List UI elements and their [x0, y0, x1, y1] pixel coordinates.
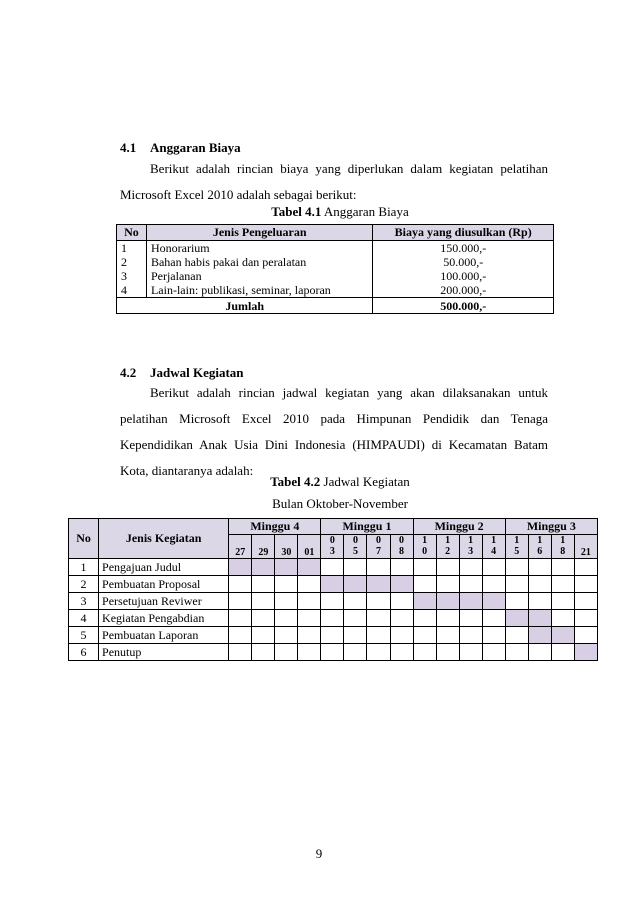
gantt-cell	[298, 627, 321, 644]
table-4-2-caption	[120, 474, 560, 490]
row-activity: Pembuatan Laporan	[99, 627, 229, 644]
table-row	[117, 269, 554, 283]
date-header	[528, 535, 551, 559]
gantt-cell-filled	[229, 559, 252, 576]
gantt-cell-filled	[551, 627, 574, 644]
gantt-cell-filled	[436, 593, 459, 610]
row-no: 2	[117, 255, 147, 269]
date-header	[252, 535, 275, 559]
date-digit-bottom: 6	[537, 546, 543, 557]
row-cost: 50.000,-	[373, 255, 554, 269]
total-value: 500.000,-	[373, 298, 554, 314]
gantt-cell	[574, 559, 597, 576]
paragraph-line: Kota, diantaranya adalah:	[120, 463, 254, 478]
gantt-cell	[229, 644, 252, 661]
date-digit-bottom: 8	[399, 546, 405, 557]
date-header	[275, 535, 298, 559]
row-activity: Penutup	[99, 644, 229, 661]
date-digit-bottom: 27	[235, 547, 246, 558]
gantt-cell-filled	[252, 559, 275, 576]
row-no: 3	[69, 593, 99, 610]
date-digit-bottom: 30	[281, 547, 292, 558]
gantt-cell	[298, 576, 321, 593]
header-activity: Jenis Kegiatan	[99, 519, 229, 559]
section-4-2-paragraph	[120, 380, 548, 484]
date-header	[344, 535, 367, 559]
gantt-cell	[551, 644, 574, 661]
date-digit-top: 1	[537, 535, 543, 546]
gantt-cell-filled	[528, 627, 551, 644]
date-digit-top: 1	[422, 535, 428, 546]
row-expense: Perjalanan	[146, 269, 372, 283]
paragraph-line: pelatihan Microsoft Excel 2010 pada Himpunan Pendidik dan Tenaga	[120, 411, 548, 426]
gantt-cell	[413, 610, 436, 627]
gantt-cell	[252, 627, 275, 644]
gantt-cell	[321, 559, 344, 576]
gantt-cell	[344, 610, 367, 627]
date-header	[551, 535, 574, 559]
gantt-cell	[390, 627, 413, 644]
gantt-cell	[344, 627, 367, 644]
row-expense: Honorarium	[146, 241, 372, 256]
caption-text: Anggaran Biaya	[321, 204, 409, 219]
gantt-cell	[482, 627, 505, 644]
section-title: Anggaran Biaya	[150, 140, 241, 155]
row-activity: Kegiatan Pengabdian	[99, 610, 229, 627]
gantt-cell	[436, 610, 459, 627]
date-digit-top: 1	[514, 535, 520, 546]
gantt-cell	[367, 593, 390, 610]
gantt-cell	[390, 593, 413, 610]
schedule-row	[69, 593, 598, 610]
gantt-cell	[459, 627, 482, 644]
gantt-cell-filled	[574, 644, 597, 661]
row-activity: Pembuatan Proposal	[99, 576, 229, 593]
date-digit-top: 0	[352, 535, 358, 546]
gantt-cell	[413, 559, 436, 576]
gantt-cell	[574, 610, 597, 627]
header-expense-type: Jenis Pengeluaran	[146, 225, 372, 241]
gantt-cell-filled	[482, 593, 505, 610]
date-digit-bottom: 01	[304, 547, 315, 558]
row-activity: Persetujuan Reviwer	[99, 593, 229, 610]
week-header: Minggu 3	[505, 519, 597, 535]
gantt-cell	[321, 593, 344, 610]
gantt-cell	[482, 576, 505, 593]
gantt-cell	[505, 559, 528, 576]
gantt-cell-filled	[390, 576, 413, 593]
gantt-cell	[574, 593, 597, 610]
gantt-cell	[505, 576, 528, 593]
gantt-cell	[459, 559, 482, 576]
row-expense: Bahan habis pakai dan peralatan	[146, 255, 372, 269]
gantt-cell	[436, 559, 459, 576]
gantt-cell	[298, 610, 321, 627]
paragraph-line: Kependidikan Anak Usia Dini Indonesia (HIMPAUDI) di Kecamatan Batam	[120, 437, 548, 452]
gantt-cell-filled	[367, 576, 390, 593]
gantt-cell	[482, 644, 505, 661]
gantt-cell	[367, 559, 390, 576]
date-digit-bottom: 7	[375, 546, 381, 557]
row-expense: Lain-lain: publikasi, seminar, laporan	[146, 283, 372, 298]
date-header	[390, 535, 413, 559]
gantt-cell	[551, 576, 574, 593]
week-header-row	[69, 519, 598, 535]
gantt-cell	[482, 610, 505, 627]
gantt-cell	[275, 610, 298, 627]
row-no: 4	[69, 610, 99, 627]
gantt-cell-filled	[459, 593, 482, 610]
date-header	[298, 535, 321, 559]
gantt-cell	[367, 610, 390, 627]
gantt-cell	[321, 627, 344, 644]
date-digit-bottom: 3	[329, 546, 335, 557]
gantt-cell	[367, 627, 390, 644]
gantt-cell	[459, 576, 482, 593]
gantt-cell	[528, 576, 551, 593]
gantt-cell	[344, 593, 367, 610]
gantt-cell	[390, 644, 413, 661]
page-number: 9	[315, 846, 323, 861]
caption-label: Tabel 4.1	[271, 204, 322, 219]
caption-label: Tabel 4.2	[270, 474, 321, 489]
section-heading-4-2	[120, 365, 244, 381]
gantt-cell	[275, 644, 298, 661]
gantt-cell	[505, 644, 528, 661]
date-digit-top: 0	[329, 535, 335, 546]
date-digit-bottom: 4	[491, 546, 497, 557]
gantt-cell-filled	[528, 610, 551, 627]
date-digit-top: 1	[468, 535, 474, 546]
gantt-cell	[528, 593, 551, 610]
date-header	[321, 535, 344, 559]
schedule-row	[69, 610, 598, 627]
date-digit-bottom: 21	[580, 547, 591, 558]
gantt-cell	[505, 627, 528, 644]
row-cost: 150.000,-	[373, 241, 554, 256]
row-no: 3	[117, 269, 147, 283]
date-digit-top: 1	[445, 535, 451, 546]
date-digit-top: 1	[491, 535, 497, 546]
paragraph-line: Berikut adalah rincian biaya yang diperlukan dalam kegiatan pelatihan	[150, 161, 548, 176]
gantt-cell	[252, 644, 275, 661]
gantt-cell	[367, 644, 390, 661]
gantt-cell	[574, 627, 597, 644]
gantt-cell	[275, 593, 298, 610]
gantt-cell	[413, 576, 436, 593]
gantt-cell	[229, 593, 252, 610]
date-header	[574, 535, 597, 559]
gantt-cell	[436, 644, 459, 661]
gantt-cell-filled	[298, 559, 321, 576]
row-no: 6	[69, 644, 99, 661]
row-no: 5	[69, 627, 99, 644]
gantt-cell	[459, 644, 482, 661]
date-digit-bottom: 0	[422, 546, 428, 557]
gantt-cell	[436, 627, 459, 644]
gantt-cell	[459, 610, 482, 627]
gantt-cell	[275, 576, 298, 593]
gantt-cell	[413, 627, 436, 644]
gantt-cell	[229, 610, 252, 627]
date-header	[505, 535, 528, 559]
gantt-cell	[252, 576, 275, 593]
date-digit-bottom: 5	[514, 546, 520, 557]
total-label: Jumlah	[117, 298, 373, 314]
table-row	[117, 255, 554, 269]
header-proposed-cost: Biaya yang diusulkan (Rp)	[373, 225, 554, 241]
gantt-cell	[321, 610, 344, 627]
gantt-cell	[252, 610, 275, 627]
row-activity: Pengajuan Judul	[99, 559, 229, 576]
gantt-cell-filled	[505, 610, 528, 627]
row-no: 4	[117, 283, 147, 298]
date-digit-bottom: 2	[445, 546, 451, 557]
gantt-cell	[229, 627, 252, 644]
table-4-2-subcaption: Bulan Oktober-November	[272, 496, 408, 511]
date-header	[229, 535, 252, 559]
row-no: 1	[69, 559, 99, 576]
schedule-row	[69, 644, 598, 661]
gantt-cell-filled	[413, 593, 436, 610]
date-digit-top: 0	[399, 535, 405, 546]
gantt-cell-filled	[275, 559, 298, 576]
table-row	[117, 241, 554, 256]
gantt-cell	[390, 559, 413, 576]
gantt-cell	[275, 627, 298, 644]
gantt-cell	[229, 576, 252, 593]
row-cost: 200.000,-	[373, 283, 554, 298]
date-digit-top: 1	[560, 535, 566, 546]
date-digit-top: 0	[375, 535, 381, 546]
date-header	[413, 535, 436, 559]
gantt-cell	[298, 644, 321, 661]
date-digit-bottom: 8	[560, 546, 566, 557]
gantt-cell	[505, 593, 528, 610]
gantt-cell	[390, 610, 413, 627]
gantt-cell	[344, 644, 367, 661]
section-title: Jadwal Kegiatan	[150, 365, 244, 380]
date-header	[459, 535, 482, 559]
date-digit-bottom: 29	[258, 547, 269, 558]
gantt-cell	[482, 559, 505, 576]
date-digit-bottom: 5	[352, 546, 358, 557]
gantt-cell	[574, 576, 597, 593]
week-header: Minggu 2	[413, 519, 505, 535]
gantt-cell	[436, 576, 459, 593]
row-no: 2	[69, 576, 99, 593]
row-no: 1	[117, 241, 147, 256]
gantt-cell-filled	[344, 576, 367, 593]
total-row	[117, 298, 554, 314]
gantt-cell-filled	[321, 576, 344, 593]
date-header	[482, 535, 505, 559]
header-no: No	[117, 225, 147, 241]
gantt-cell	[252, 593, 275, 610]
section-number: 4.1	[120, 140, 137, 155]
section-4-1-paragraph	[120, 156, 548, 208]
date-digit-bottom: 3	[468, 546, 474, 557]
caption-text: Jadwal Kegiatan	[320, 474, 410, 489]
table-4-1-caption	[120, 204, 560, 220]
paragraph-line: Berikut adalah rincian jadwal kegiatan yang akan dilaksanakan untuk	[150, 385, 548, 400]
table-header-row	[117, 225, 554, 241]
gantt-cell	[344, 559, 367, 576]
gantt-cell	[551, 559, 574, 576]
paragraph-line: Microsoft Excel 2010 adalah sebagai berikut:	[120, 187, 357, 202]
schedule-row	[69, 627, 598, 644]
week-header: Minggu 1	[321, 519, 413, 535]
schedule-row	[69, 559, 598, 576]
header-no: No	[69, 519, 99, 559]
gantt-cell	[551, 593, 574, 610]
row-cost: 100.000,-	[373, 269, 554, 283]
week-header: Minggu 4	[229, 519, 321, 535]
date-header	[436, 535, 459, 559]
budget-table	[116, 224, 554, 314]
gantt-cell	[528, 559, 551, 576]
gantt-cell	[298, 593, 321, 610]
gantt-cell	[528, 644, 551, 661]
gantt-cell	[551, 610, 574, 627]
section-heading-4-1	[120, 140, 241, 156]
schedule-row	[69, 576, 598, 593]
date-header	[367, 535, 390, 559]
gantt-cell	[413, 644, 436, 661]
section-number: 4.2	[120, 365, 137, 380]
gantt-cell	[321, 644, 344, 661]
schedule-table	[68, 518, 598, 661]
table-row	[117, 283, 554, 298]
